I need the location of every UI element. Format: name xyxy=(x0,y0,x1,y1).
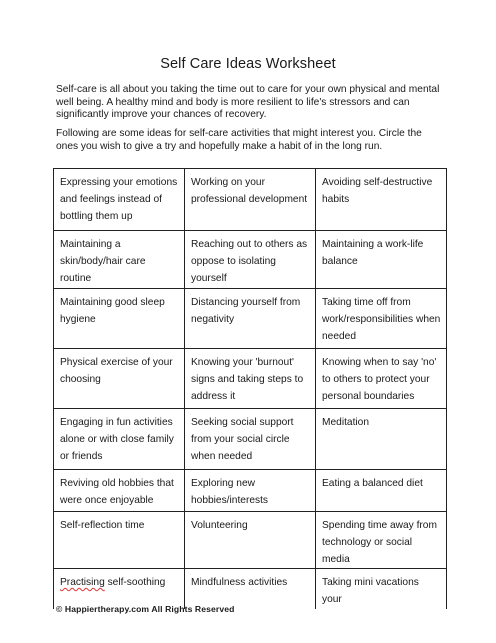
table-cell: Maintaining good sleep hygiene xyxy=(54,288,185,348)
table-cell: Seeking social support from your social circle when needed xyxy=(185,408,316,469)
table-cell: Engaging in fun activities alone or with close family or friends xyxy=(54,408,185,469)
table-row xyxy=(54,469,447,511)
intro-paragraph-2: Following are some ideas for self-care activities that might interest you. Circle the ones you wish to give a try and hopefully make a habit of in the long run. xyxy=(56,128,422,152)
table-cell: Working on your professional development xyxy=(185,169,316,231)
cell-text: self-soothing xyxy=(104,577,166,589)
table-cell: Maintaining a skin/body/hair care routine xyxy=(54,231,185,289)
table-row xyxy=(54,408,447,469)
table-cell: Knowing when to say 'no' to others to protect your personal boundaries xyxy=(316,348,447,408)
page-title: Self Care Ideas Worksheet xyxy=(160,56,336,72)
table-cell: Knowing your 'burnout' signs and taking steps to address it xyxy=(185,348,316,408)
table-row xyxy=(54,288,447,348)
spellcheck-word: Practising xyxy=(60,577,105,589)
table-cell: Volunteering xyxy=(185,511,316,569)
table-cell: Taking mini vacations your xyxy=(316,569,447,609)
table-row xyxy=(54,511,447,569)
table-cell: Avoiding self-destructive habits xyxy=(316,169,447,231)
table-row xyxy=(54,569,447,609)
copyright-footer: © Happiertherapy.com All Rights Reserved xyxy=(56,604,235,614)
table-cell: Maintaining a work-life balance xyxy=(316,231,447,289)
table-cell: Exploring new hobbies/interests xyxy=(185,469,316,511)
table-row xyxy=(54,231,447,289)
table-cell: Eating a balanced diet xyxy=(316,469,447,511)
table-cell: Self-reflection time xyxy=(54,511,185,569)
table-row xyxy=(54,169,447,231)
self-care-ideas-table xyxy=(53,168,447,609)
table-row xyxy=(54,348,447,408)
table-cell: Mindfulness activities xyxy=(185,569,316,609)
table-cell xyxy=(54,569,185,609)
table-cell: Physical exercise of your choosing xyxy=(54,348,185,408)
intro-paragraph-1: Self-care is all about you taking the time out to care for your own physical and mental well being. A healthy mind and body is more resilient to life's stressors and can significantly improve your chances of recovery. xyxy=(56,84,440,121)
table-cell: Reviving old hobbies that were once enjoyable xyxy=(54,469,185,511)
table-cell: Expressing your emotions and feelings instead of bottling them up xyxy=(54,169,185,231)
table-cell: Meditation xyxy=(316,408,447,469)
table-cell: Spending time away from technology or social media xyxy=(316,511,447,569)
table-cell: Reaching out to others as oppose to isolating yourself xyxy=(185,231,316,289)
table-cell: Distancing yourself from negativity xyxy=(185,288,316,348)
table-cell: Taking time off from work/responsibilities when needed xyxy=(316,288,447,348)
